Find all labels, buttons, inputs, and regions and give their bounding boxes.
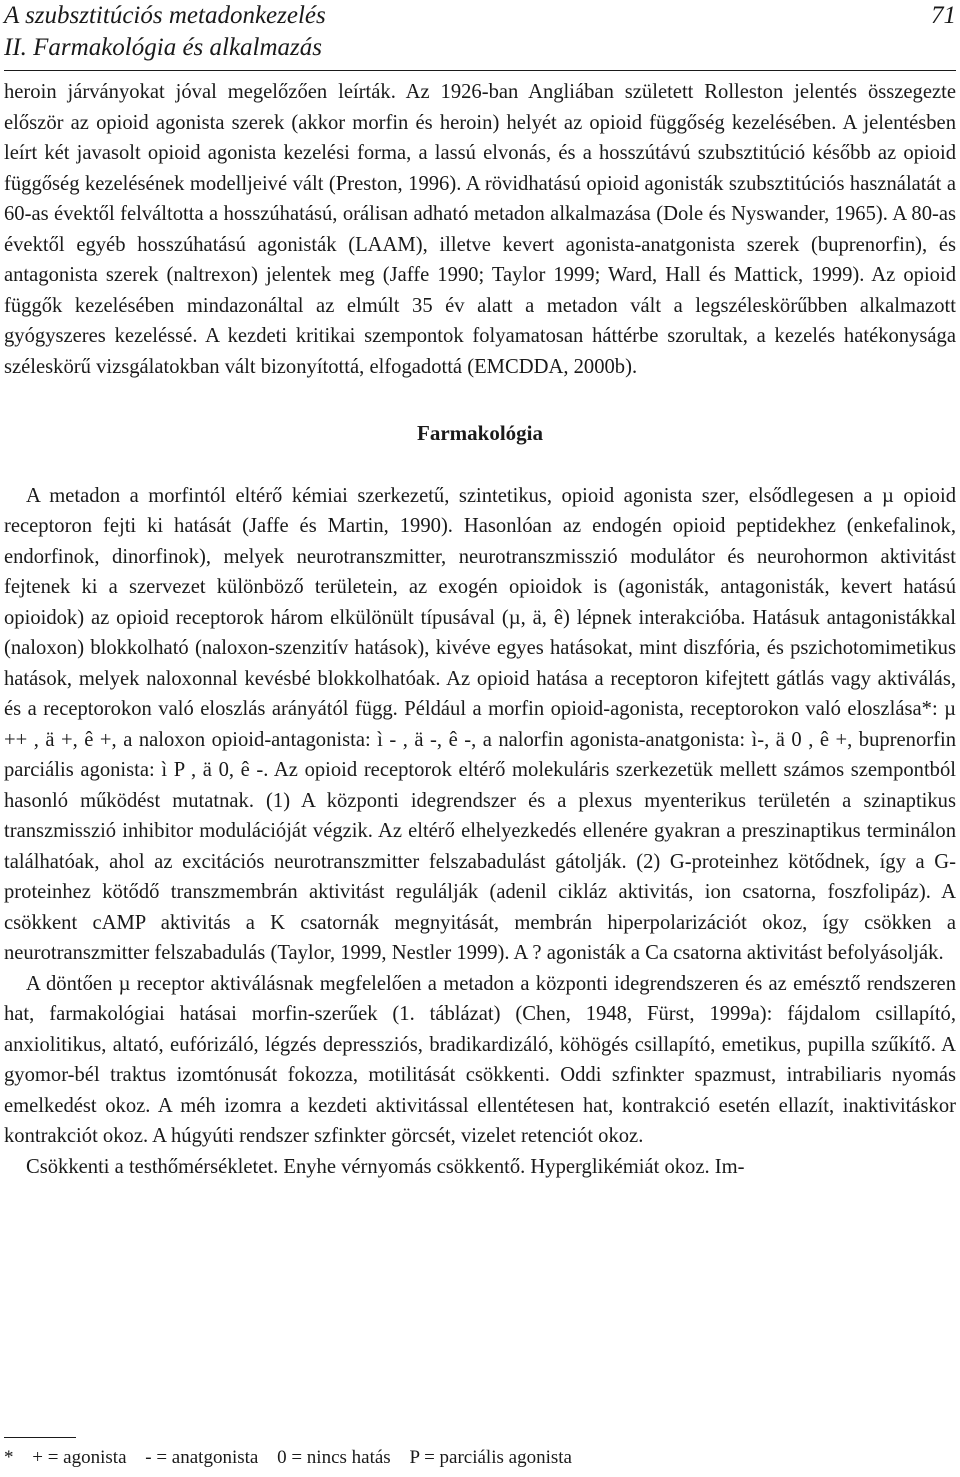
- paragraph-effects: A döntően µ receptor aktiválásnak megfelelően a metadon a központi idegrendszeren és az emésztő rendszeren hat, farmakológiai hatásai morfin-szerűek (1. táblázat) (Chen, 1948, Fürst, 1999a): fájdalom csillapító, anxiolitikus, altató, eufórizáló, légzés depressziós, bradikardizáló, köhögés csillapító, emetikus, pupilla szűkítő. A gyomor-bél traktus izomtónusát fokozza, motilitását csökkenti. Oddi szfinkter spazmust, intrabiliaris nyomás emelkedést okoz. A méh izomra a kezdeti aktivitással ellentétesen hat, kontrakció esetén ellazít, inaktivitáskor kontrakciót okoz. A húgyúti rendszer szfinkter görcsét, vizelet retenciót okoz.: [4, 972, 956, 1147]
- header-divider: [4, 70, 956, 71]
- footnote-item: + = agonista: [32, 1447, 127, 1468]
- running-head: [4, 0, 956, 70]
- running-head-title: A szubsztitúciós metadonkezelés: [4, 2, 326, 29]
- running-head-subtitle: II. Farmakológia és alkalmazás: [4, 34, 323, 61]
- paragraph-temperature: Csökkenti a testhőmérsékletet. Enyhe vérnyomás csökkentő. Hyperglikémiát okoz. Im-: [26, 1155, 745, 1178]
- footnote-item: P = parciális agonista: [409, 1447, 572, 1468]
- footnote: [4, 1445, 586, 1471]
- footnote-item: - = anatgonista: [145, 1447, 259, 1468]
- page-number: 71: [931, 2, 956, 29]
- body-text: [4, 77, 956, 1182]
- paragraph-pharmacology: A metadon a morfintól eltérő kémiai szerkezetű, szintetikus, opioid agonista szer, elsődlegesen a µ opioid receptoron fejti ki hatását (Jaffe és Martin, 1990). Hasonlóan az endogén opioid peptidekhez (enkefalinok, endorfinok, dinorfinok), melyek neurotranszmitter, neurotranszmisszió modulátor és neurohormon aktivitást fejtenek ki a szervezet különböző területein, az exogén opioidok is (agonisták, antagonisták, kevert hatású opioidok) az opioid receptorok három elkülönült típusával (µ, ä, ê) lépnek interakcióba. Hatásuk antagonistákkal (naloxon) blokkolható (naloxon-szenzitív hatások), kivéve egyes hatásokat, mint diszfória, és pszichotomimetikus hatások, melyek naloxonnal kevésbé blokkolhatóak. Az opioid hatása a receptoron kifejtett gátlás vagy aktiválás, és a receptorokon való eloszlás arányától függ. Például a morfin opioid-agonista, receptorokon való eloszlása*: µ ++ , ä +, ê +, a naloxon opioid-antagonista: ì - , ä -, ê -, a nalorfin agonista-anatgonista: ì-, ä 0 , ê +, buprenorfin parciális agonista: ì P , ä 0, ê -. Az opioid receptorok eltérő molekuláris szerkezetük mellett számos szempontból hasonló működést mutatnak. (1) A központi idegrendszer és a plexus myenterikus területén a szinaptikus transzmisszió inhibitor modulációját végzik. Az eltérő elhelyezkedés ellenére gyakran a preszinaptikus terminálon találhatóak, ahol az excitációs neurotranszmitter felszabadulást gátolják. (2) G-proteinhez kötődnek, így a G-proteinhez kötődő transzmembrán aktivitást regulálják (adenil cikláz aktivitás, ion csatorna, foszfolipáz). A csökkent cAMP aktivitás a K csatornák megnyitását, membrán hiperpolarizációt okoz, így csökken a neurotranszmitter felszabadulás (Taylor, 1999, Nestler 1999). A ? agonisták a Ca csatorna aktivitást befolyásolják.: [4, 484, 956, 964]
- footnote-mark: *: [4, 1447, 14, 1468]
- footnote-item: 0 = nincs hatás: [277, 1447, 391, 1468]
- section-heading: Farmakológia: [417, 421, 543, 445]
- footnote-divider: [4, 1437, 76, 1438]
- paragraph-continuation: heroin járványokat jóval megelőzően leírták. Az 1926-ban Angliában született Rolleston jelentés összegezte először az opioid agonista szerek (akkor morfin és heroin) helyét az opioid függőség kezelésében. A jelentésben leírt két javasolt opioid agonista kezelési forma, a lassú elvonás, és a hosszútávú szubsztitúció később az opioid függőség kezelésének modelljeivé vált (Preston, 1996). A rövidhatású opioid agonisták szubsztitúciós használatát a 60-as évektől felváltotta a hosszúhatású, orálisan adható metadon alkalmazása (Dole és Nyswander, 1965). A 80-as évektől egyéb hosszúhatású agonisták (LAAM), illetve kevert agonista-anatgonista szerek (buprenorfin), és antagonista szerek (naltrexon) jelentek meg (Jaffe 1990; Taylor 1999; Ward, Hall és Mattick, 1999). Az opioid függők kezelésében mindazonáltal az elmúlt 35 év alatt a metadon vált a legszéleskörűbben alkalmazott gyógyszeres kezeléssé. A kezdeti kritikai szempontok folyamatosan háttérbe szorultak, a kezelés hatékonysága széleskörű vizsgálatokban vált bizonyítottá, elfogadottá (EMCDDA, 2000b).: [4, 81, 956, 378]
